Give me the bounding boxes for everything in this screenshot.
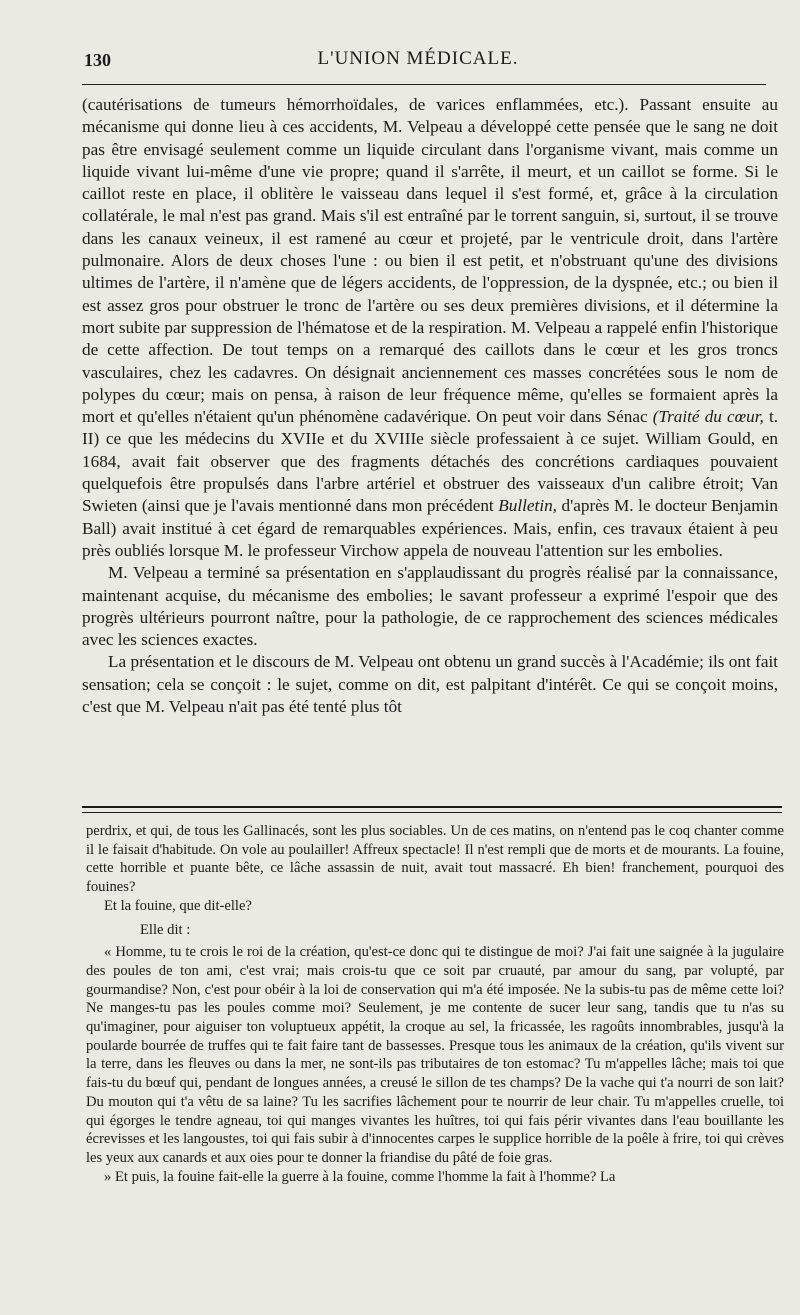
- feuilleton-divider: [82, 806, 782, 813]
- article-text: d'après M. le docteur Benjamin Ball) avait institué à cet égard de remarquables expériences. Mais, enfin, ces travaux étaient à peu près oubliés lorsque M. le professeur Virchow appela de nouveau l'attention sur les embolies.: [82, 496, 779, 560]
- citation-title: (Traité du cœur,: [652, 407, 764, 427]
- citation-title: Bulletin,: [498, 496, 557, 516]
- page-number: 130: [84, 50, 111, 70]
- feuilleton-paragraph-3: Elle dit :: [140, 921, 191, 938]
- feuilleton-paragraph-1: perdrix, et qui, de tous les Gallinacés, sont les plus sociables. Un de ces matins, on n'entend pas le coq chanter comme il le faisait d'habitude. On vole au poulailler! Affreux spectacle! Il n'est rempli que de morts et de mourants. La fouine, cette horrible et puante bête, ce lâche assassin de nuit, avait tout massacré. Eh bien! franchement, pourquoi des fouines?: [86, 823, 784, 896]
- article-paragraph-1: [82, 94, 778, 562]
- page-header: [82, 44, 754, 76]
- journal-title: L'UNION MÉDICALE.: [317, 48, 519, 69]
- article-body: [82, 94, 778, 718]
- header-rule: [82, 84, 766, 85]
- feuilleton-body: [86, 822, 784, 1186]
- article-paragraph-2: M. Velpeau a terminé sa présentation en s'applaudissant du progrès réalisé par la connaissance, maintenant acquise, du mécanisme des embolies; le savant professeur a exprimé l'espoir que des progrès ultérieurs pourront naître, pour la pathologie, de ce rapprochement des sciences médicales avec les sciences exactes.: [82, 563, 778, 650]
- article-text: (cautérisations de tumeurs hémorrhoïdales, de varices enflammées, etc.). Passant ensuite au mécanisme qui donne lieu à ces accidents, M. Velpeau a développé cette pensée que le sang ne doit pas être envisagé seulement comme un liquide circulant dans l'organisme vivant, mais comme un liquide vivant lui-même d'une vie propre; quand il s'arrête, il meurt, et un caillot se forme. Si le caillot reste en place, il oblitère le vaisseau dans lequel il s'est formé, et, grâce à la circulation collatérale, le mal n'est pas grand. Mais s'il est entraîné par le torrent sanguin, si, surtout, il se trouve dans les canaux veineux, il est ramené au cœur et projeté, par le ventricule droit, dans l'artère pulmonaire. Alors de deux choses l'une : ou bien il est petit, et n'obstruant qu'une des divisions ultimes de l'artère, il n'amène que de légers accidents, de l'oppression, de la dyspnée, etc.; ou bien il est assez gros pour obstruer le tronc de l'artère ou ses deux premières divisions, et il détermine la mort subite par suppression de l'hématose et de la respiration. M. Velpeau a rappelé enfin l'historique de cette affection. De tout temps on a remarqué des caillots dans le cœur et les gros troncs vasculaires, chez les cadavres. On désignait anciennement ces masses concrétées sous le nom de polypes du cœur; mais on pensa, à raison de leur fréquence même, qu'elles se formaient après la mort et qu'elles n'étaient qu'un phénomène cadavérique. On peut voir dans Sénac: [82, 95, 778, 427]
- feuilleton-paragraph-5: » Et puis, la fouine fait-elle la guerre à la fouine, comme l'homme la fait à l'homme? La: [104, 1168, 616, 1185]
- feuilleton-paragraph-2: Et la fouine, que dit-elle?: [104, 897, 252, 914]
- feuilleton-paragraph-4: « Homme, tu te crois le roi de la création, qu'est-ce donc qui te distingue de moi? J'ai fait une saignée à la jugulaire des poules de ton ami, c'est vrai; mais crois-tu que ce soit par cruauté, par amour du sang, par volupté, par gourmandise? Non, c'est pour obéir à la loi de conservation qui m'a été imposée. Ne la subis-tu pas de même cette loi? Ne manges-tu pas les poules comme moi? Seulement, je me contente de sucer leur sang, tandis que tu n'as su qu'imaginer, pour aiguiser ton voluptueux appétit, la croque au sel, la fricassée, les ragoûts innombrables, jusqu'à la poularde bourrée de truffes qui te fait faire tant de bassesses. Presque tous les animaux de la création, qu'ils vivent sur la terre, dans les fleuves ou dans la mer, ne sont-ils pas tributaires de ton estomac? Tu m'appelles lâche; mais toi que fais-tu du bœuf qui, pendant de longues années, a creusé le sillon de tes champs? De la vache qui t'a nourri de son lait? Du mouton qui t'a vêtu de sa laine? Tu les sacrifies lâchement pour te nourrir de leur chair. Tu m'appelles cruelle, toi qui égorges le tendre agneau, toi qui manges vivantes les huîtres, toi qui fais périr vivantes dans l'eau bouillante les écrevisses et les langoustes, toi qui fais subir à d'innocentes carpes le supplice horrible de la poêle à frire, toi qui crèves les yeux aux canards et aux oies pour te donner la friandise du pâté de foie gras.: [86, 944, 784, 1166]
- article-text: t. II) ce que les médecins du XVIIe et du XVIIIe siècle professaient à ce sujet. William Gould, en 1684, avait fait observer que des fragments détachés des concrétions cardiaques pouvaient quelquefois être propulsés dans l'arbre artériel et obstruer des vaisseaux d'un calibre étroit; Van Swieten (ainsi que je l'avais mentionné dans mon précédent: [82, 407, 779, 516]
- article-paragraph-3: La présentation et le discours de M. Velpeau ont obtenu un grand succès à l'Académie; ils ont fait sensation; cela se conçoit : le sujet, comme on dit, est palpitant d'intérêt. Ce qui se conçoit moins, c'est que M. Velpeau n'ait pas été tenté plus tôt: [82, 652, 778, 717]
